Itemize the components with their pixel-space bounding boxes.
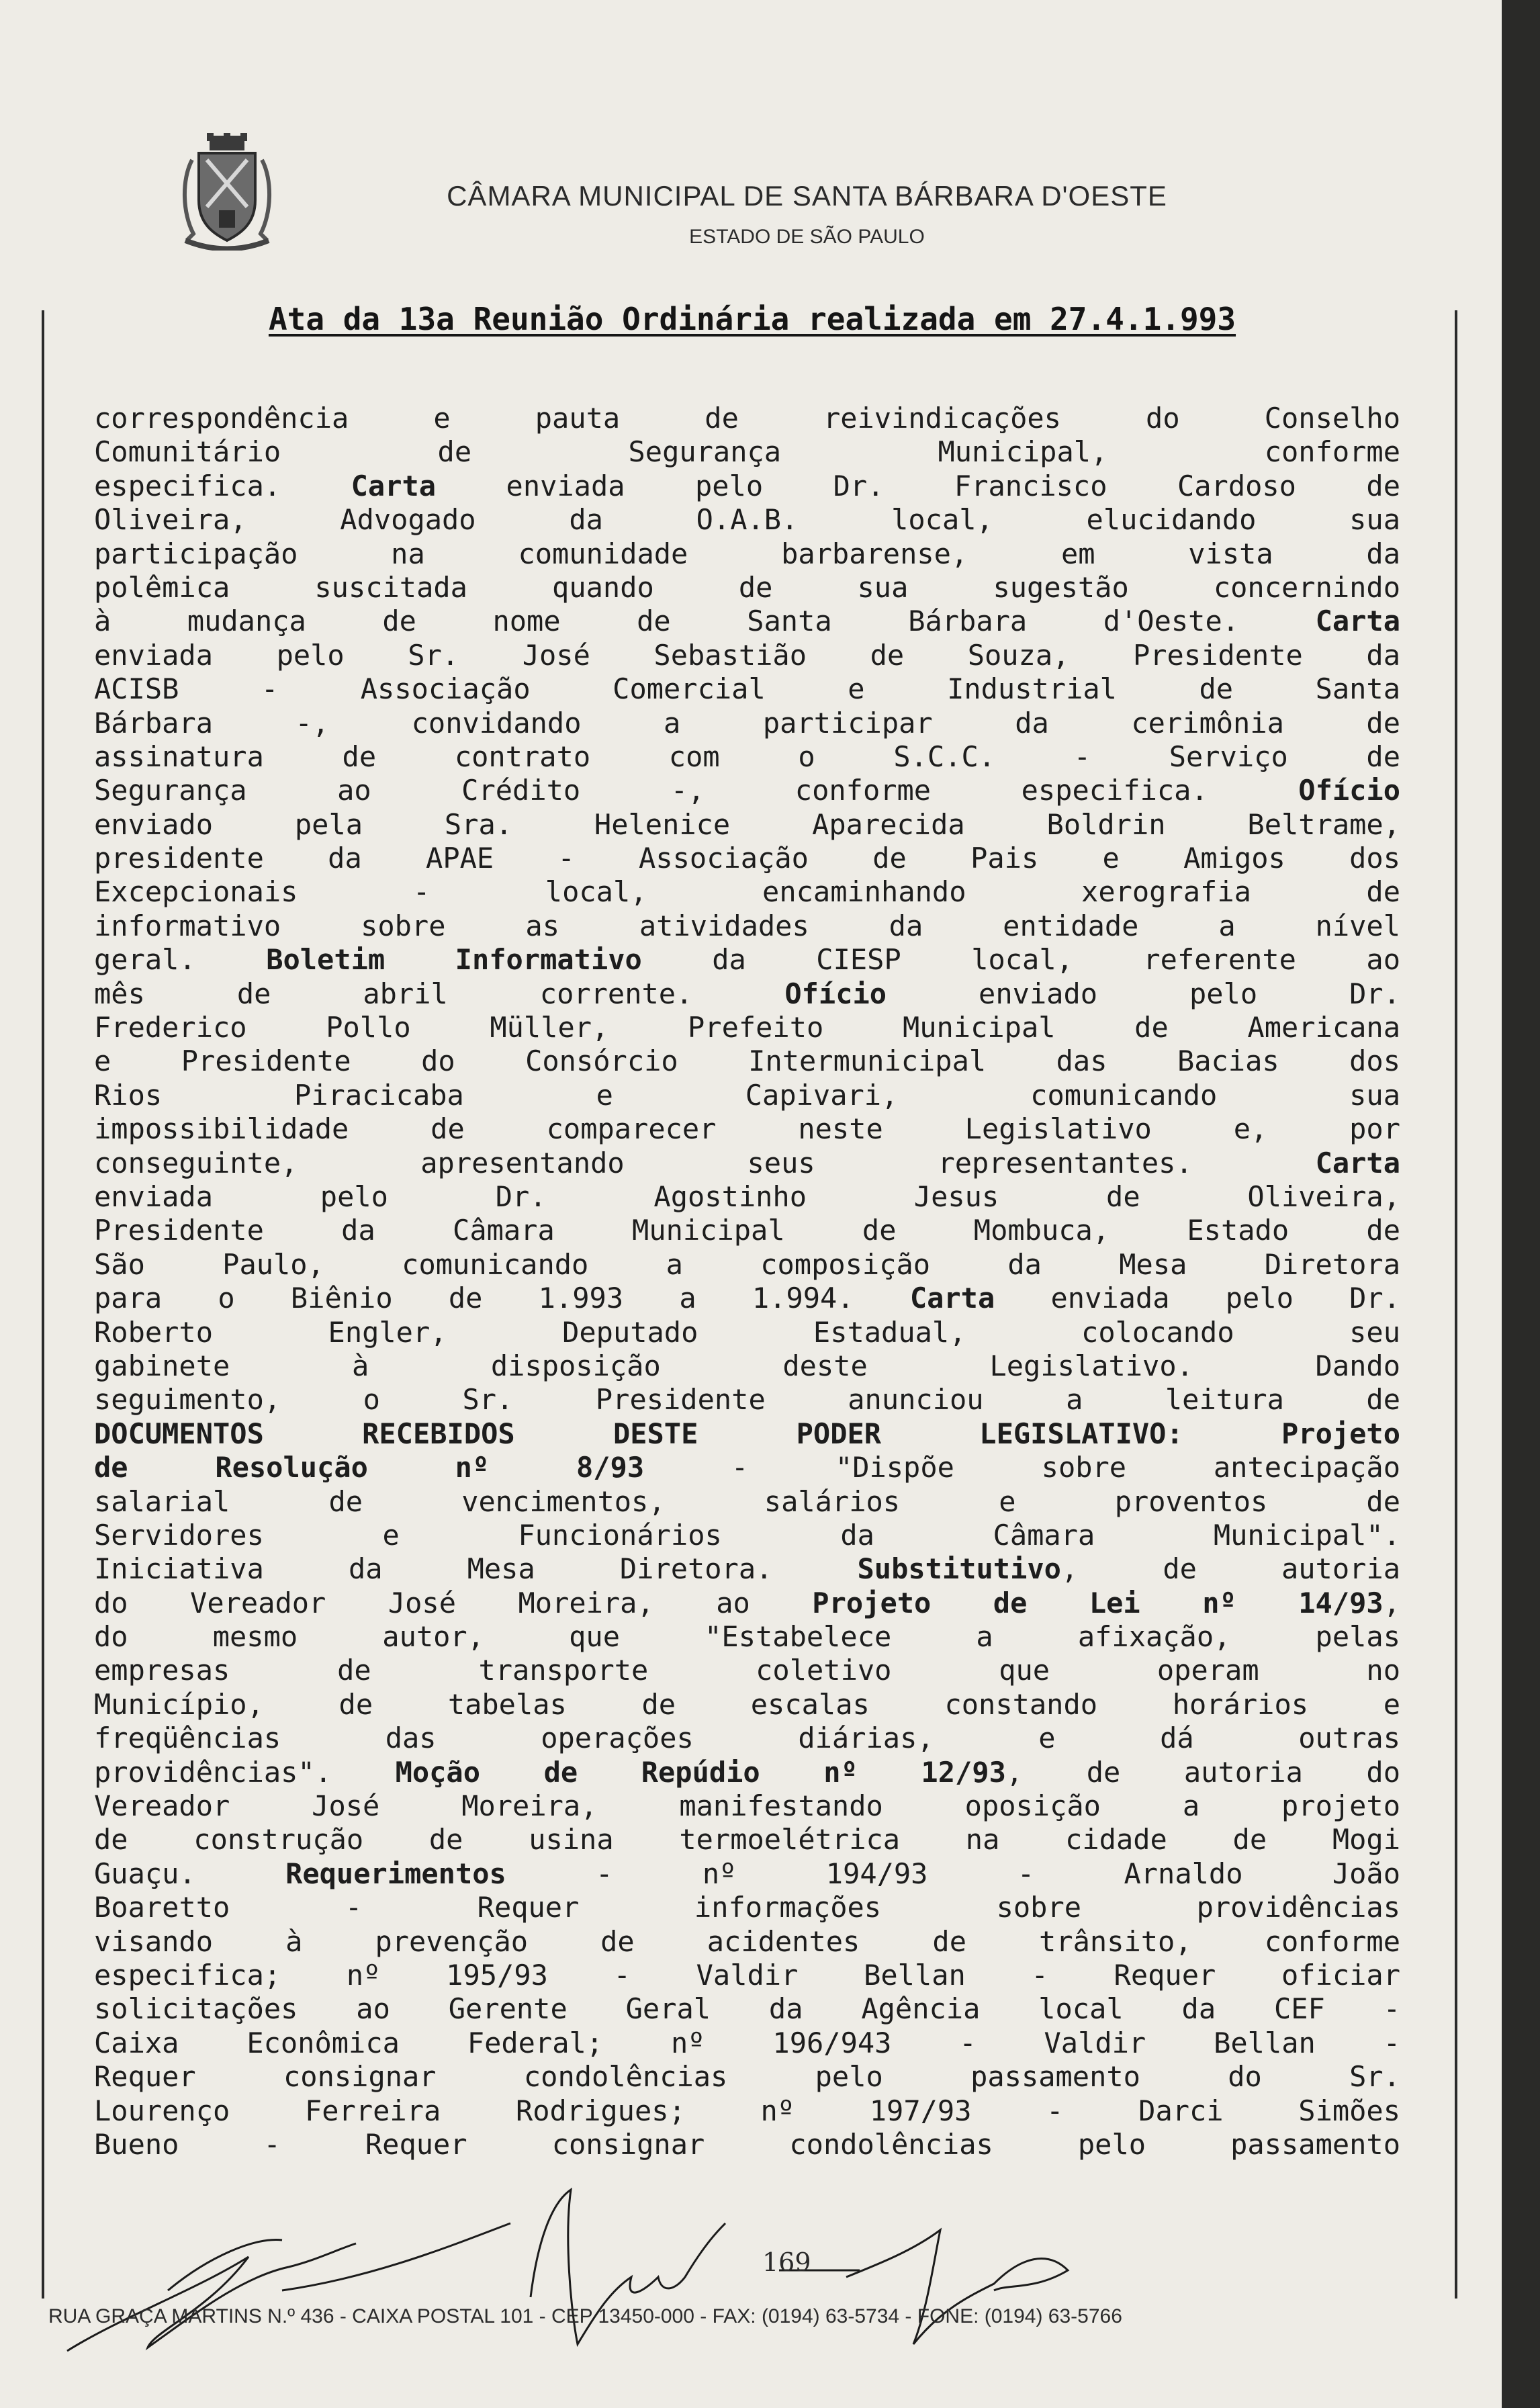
institution-name: CÂMARA MUNICIPAL DE SANTA BÁRBARA D'OESTE: [447, 180, 1167, 212]
text-run: ,: [1383, 1586, 1400, 1619]
body-line: [94, 2128, 1400, 2161]
body-line: [94, 1079, 1400, 1112]
bold-text-run: Ofício: [784, 977, 887, 1010]
text-run: especifica.: [94, 469, 351, 502]
text-run: Lourenço Ferreira Rodrigues; nº 197/93 - Darci Simões: [94, 2094, 1400, 2127]
body-line: [94, 2026, 1400, 2060]
text-run: Vereador José Moreira, manifestando oposição a projeto: [94, 1789, 1400, 1823]
text-run: Boaretto - Requer informações sobre providências: [94, 1891, 1400, 1924]
bold-text-run: DOCUMENTOS RECEBIDOS DESTE PODER LEGISLATIVO: Projeto: [94, 1417, 1400, 1450]
body-line: [94, 1248, 1400, 1282]
body-line: [94, 503, 1400, 537]
text-run: Guaçu.: [94, 1857, 286, 1890]
text-run: assinatura de contrato com o S.C.C. - Serviço de: [94, 740, 1400, 773]
text-run: enviada pelo Dr. Agostinho Jesus de Oliveira,: [94, 1179, 1400, 1213]
body-line: [94, 1011, 1400, 1044]
text-run: participação na comunidade barbarense, em vista da: [94, 537, 1400, 570]
body-line: [94, 740, 1400, 774]
body-line: [94, 435, 1400, 469]
body-line: [94, 1756, 1400, 1789]
body-line: [94, 808, 1400, 842]
bold-text-run: de Resolução nº 8/93: [94, 1451, 645, 1484]
text-run: Iniciativa da Mesa Diretora.: [94, 1552, 858, 1586]
text-run: Segurança ao Crédito -, conforme especifica.: [94, 774, 1299, 807]
bold-text-run: Ofício: [1298, 774, 1400, 807]
text-run: - "Dispõe sobre antecipação: [644, 1451, 1400, 1484]
minutes-body: [94, 402, 1400, 2161]
body-line: [94, 1891, 1400, 1924]
text-run: presidente da APAE - Associação de Pais e Amigos dos: [94, 842, 1400, 875]
body-line: [94, 1823, 1400, 1857]
body-line: [94, 402, 1400, 435]
signatures-image: [40, 2176, 1115, 2378]
text-run: Rios Piracicaba e Capivari, comunicando sua: [94, 1078, 1400, 1112]
bold-text-run: Requerimentos: [285, 1857, 506, 1890]
body-line: [94, 1451, 1400, 1484]
text-run: Excepcionais - local, encaminhando xerografia de: [94, 875, 1400, 909]
body-line: [94, 2094, 1400, 2128]
text-run: providências".: [94, 1755, 396, 1789]
body-line: [94, 1112, 1400, 1146]
text-run: enviada pelo Dr. Francisco Cardoso de: [436, 469, 1400, 502]
minutes-title: Ata da 13a Reunião Ordinária realizada em 27.4.1.993: [268, 301, 1236, 337]
text-run: enviado pelo Dr.: [887, 977, 1400, 1010]
text-run: correspondência e pauta de reivindicações do Conselho: [94, 402, 1400, 435]
body-line: [94, 1282, 1400, 1315]
bold-text-run: Boletim Informativo: [266, 943, 642, 977]
text-run: salarial de vencimentos, salários e proventos de: [94, 1484, 1400, 1518]
footer-address: RUA GRAÇA MARTINS N.º 436 - CAIXA POSTAL 101 - CEP 13450-000 - FAX: (0194) 63-5734 - FONE: (0194) 63-5766: [48, 2305, 1122, 2327]
state-name: ESTADO DE SÃO PAULO: [689, 226, 925, 248]
text-run: enviada pelo Dr.: [995, 1282, 1400, 1315]
body-line: [94, 1789, 1400, 1823]
body-line: [94, 943, 1400, 977]
bold-text-run: Projeto de Lei nº 14/93: [812, 1586, 1384, 1619]
body-line: [94, 605, 1400, 638]
body-line: [94, 470, 1400, 503]
text-run: Frederico Pollo Müller, Prefeito Municipal de Americana: [94, 1011, 1400, 1044]
text-run: empresas de transporte coletivo que operam no: [94, 1654, 1400, 1687]
text-run: visando à prevenção de acidentes de trânsito, conforme: [94, 1924, 1400, 1958]
body-line: [94, 1417, 1400, 1451]
text-run: da CIESP local, referente ao: [641, 943, 1400, 977]
text-run: para o Biênio de 1.993 a 1.994.: [94, 1282, 910, 1315]
body-line: [94, 639, 1400, 672]
body-line: [94, 1857, 1400, 1891]
body-line: [94, 842, 1400, 875]
text-run: São Paulo, comunicando a composição da Mesa Diretora: [94, 1247, 1400, 1281]
text-run: conseguinte, apresentando seus representantes.: [94, 1146, 1316, 1179]
body-line: [94, 1959, 1400, 1992]
text-run: , de autoria do: [1005, 1755, 1400, 1789]
text-run: à mudança de nome de Santa Bárbara d'Oeste.: [94, 605, 1316, 638]
body-line: [94, 1147, 1400, 1180]
text-run: e Presidente do Consórcio Intermunicipal das Bacias dos: [94, 1044, 1400, 1078]
bold-text-run: Substitutivo: [857, 1552, 1061, 1586]
bold-text-run: Moção de Repúdio nº 12/93: [395, 1755, 1006, 1789]
text-run: Bárbara -, convidando a participar da cerimônia de: [94, 706, 1400, 740]
body-line: [94, 1316, 1400, 1349]
body-line: [94, 774, 1400, 807]
text-run: do Vereador José Moreira, ao: [94, 1586, 813, 1619]
bold-text-run: Carta: [1315, 1146, 1400, 1179]
body-line: [94, 1925, 1400, 1959]
body-line: [94, 1383, 1400, 1417]
bold-text-run: Carta: [351, 469, 437, 502]
body-line: [94, 1620, 1400, 1654]
body-line: [94, 1214, 1400, 1247]
text-run: de construção de usina termoelétrica na cidade de Mogi: [94, 1823, 1400, 1857]
body-line: [94, 2060, 1400, 2094]
text-run: Caixa Econômica Federal; nº 196/943 - Valdir Bellan -: [94, 2026, 1400, 2059]
body-line: [94, 571, 1400, 605]
body-line: [94, 977, 1400, 1011]
text-run: geral.: [94, 943, 267, 977]
body-line: [94, 1722, 1400, 1755]
text-run: gabinete à disposição deste Legislativo. Dando: [94, 1349, 1400, 1382]
body-line: [94, 1688, 1400, 1722]
body-line: [94, 1180, 1400, 1214]
text-run: enviada pelo Sr. José Sebastião de Souza, Presidente da: [94, 638, 1400, 672]
text-run: Roberto Engler, Deputado Estadual, colocando seu: [94, 1315, 1400, 1349]
text-run: Requer consignar condolências pelo passamento do Sr.: [94, 2060, 1400, 2094]
body-line: [94, 537, 1400, 571]
body-line: [94, 1654, 1400, 1687]
text-run: Oliveira, Advogado da O.A.B. local, elucidando sua: [94, 503, 1400, 537]
body-line: [94, 1587, 1400, 1620]
body-line: [94, 1552, 1400, 1586]
body-line: [94, 1044, 1400, 1078]
text-run: especifica; nº 195/93 - Valdir Bellan - Requer oficiar: [94, 1958, 1400, 1992]
text-run: enviado pela Sra. Helenice Aparecida Boldrin Beltrame,: [94, 807, 1400, 841]
body-line: [94, 909, 1400, 943]
text-run: impossibilidade de comparecer neste Legislativo e, por: [94, 1112, 1400, 1146]
text-run: Servidores e Funcionários da Câmara Municipal".: [94, 1518, 1400, 1552]
body-line: [94, 1992, 1400, 2026]
body-line: [94, 672, 1400, 706]
text-run: Comunitário de Segurança Municipal, conforme: [94, 435, 1400, 469]
text-run: solicitações ao Gerente Geral da Agência local da CEF -: [94, 1992, 1400, 2026]
text-run: ACISB - Associação Comercial e Industrial de Santa: [94, 672, 1400, 706]
text-run: polêmica suscitada quando de sua sugestão concernindo: [94, 570, 1400, 604]
body-line: [94, 875, 1400, 909]
body-line: [94, 1519, 1400, 1552]
text-run: - nº 194/93 - Arnaldo João: [506, 1857, 1400, 1890]
text-run: freqüências das operações diárias, e dá outras: [94, 1722, 1400, 1755]
text-run: informativo sobre as atividades da entidade a nível: [94, 909, 1400, 942]
scan-page-edge: [1502, 0, 1540, 2408]
body-line: [94, 1349, 1400, 1383]
text-run: Presidente da Câmara Municipal de Mombuca, Estado de: [94, 1214, 1400, 1247]
page-number: 169: [762, 2247, 811, 2277]
bold-text-run: Carta: [1315, 605, 1400, 638]
body-line: [94, 707, 1400, 740]
text-run: mês de abril corrente.: [94, 977, 785, 1010]
text-run: , de autoria: [1060, 1552, 1400, 1586]
text-run: seguimento, o Sr. Presidente anunciou a leitura de: [94, 1383, 1400, 1417]
bold-text-run: Carta: [909, 1282, 995, 1315]
text-run: Município, de tabelas de escalas constando horários e: [94, 1687, 1400, 1721]
body-line: [94, 1485, 1400, 1519]
text-run: Bueno - Requer consignar condolências pelo passamento: [94, 2127, 1400, 2161]
text-run: do mesmo autor, que "Estabelece a afixação, pelas: [94, 1620, 1400, 1654]
